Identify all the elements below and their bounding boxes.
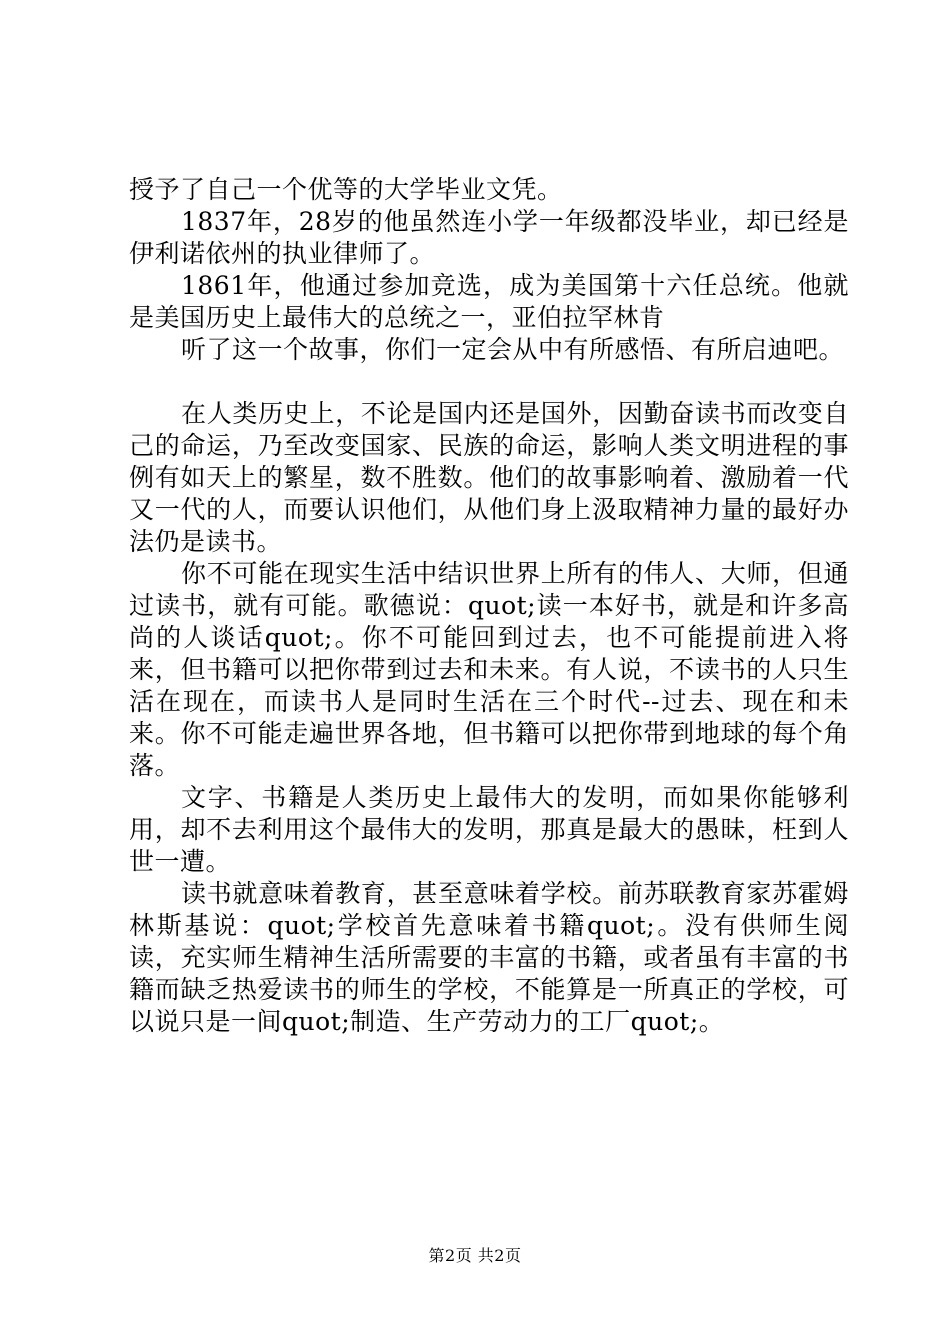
document-body xyxy=(129,174,849,1038)
paragraph-story-reflection: 听了这一个故事，你们一定会从中有所感悟、有所启迪吧。 xyxy=(181,335,845,364)
paragraph-1837: 1837年，28岁的他虽然连小学一年级都没毕业，却已经是伊利诺依州的执业律师了。 xyxy=(129,207,849,268)
paragraph-history: 在人类历史上，不论是国内还是国外，因勤奋读书而改变自己的命运，乃至改变国家、民族的命运，影响人类文明进程的事例有如天上的繁星，数不胜数。他们的故事影响着、激励着一代又一代的人，而要认识他们，从他们身上汲取精神力量的最好办法仍是读书。 xyxy=(129,399,849,556)
paragraph-goethe: 你不可能在现实生活中结识世界上所有的伟人、大师，但通过读书，就有可能。歌德说：quot;读一本好书，就是和许多高尚的人谈话quot;。你不可能回到过去，也不可能提前进入将来，但书籍可以把你带到过去和未来。有人说，不读书的人只生活在现在，而读书人是同时生活在三个时代--过去、现在和未来。你不可能走遍世界各地，但书籍可以把你带到地球的每个角落。 xyxy=(129,559,849,780)
paragraph-continuation: 授予了自己一个优等的大学毕业文凭。 xyxy=(129,175,563,204)
page-footer: 第2页 共2页 xyxy=(428,1246,522,1265)
paragraph-invention: 文字、书籍是人类历史上最伟大的发明，而如果你能够利用，却不去利用这个最伟大的发明，那真是最大的愚昧，枉到人世一遭。 xyxy=(129,783,849,876)
paragraph-school: 读书就意味着教育，甚至意味着学校。前苏联教育家苏霍姆林斯基说：quot;学校首先意味着书籍quot;。没有供师生阅读，充实师生精神生活所需要的丰富的书籍，或者虽有丰富的书籍而缺乏热爱读书的师生的学校，不能算是一所真正的学校，可以说只是一间quot;制造、生产劳动力的工厂quot;。 xyxy=(129,879,849,1036)
paragraph-1861: 1861年，他通过参加竞选，成为美国第十六任总统。他就是美国历史上最伟大的总统之一，亚伯拉罕林肯 xyxy=(129,271,849,332)
